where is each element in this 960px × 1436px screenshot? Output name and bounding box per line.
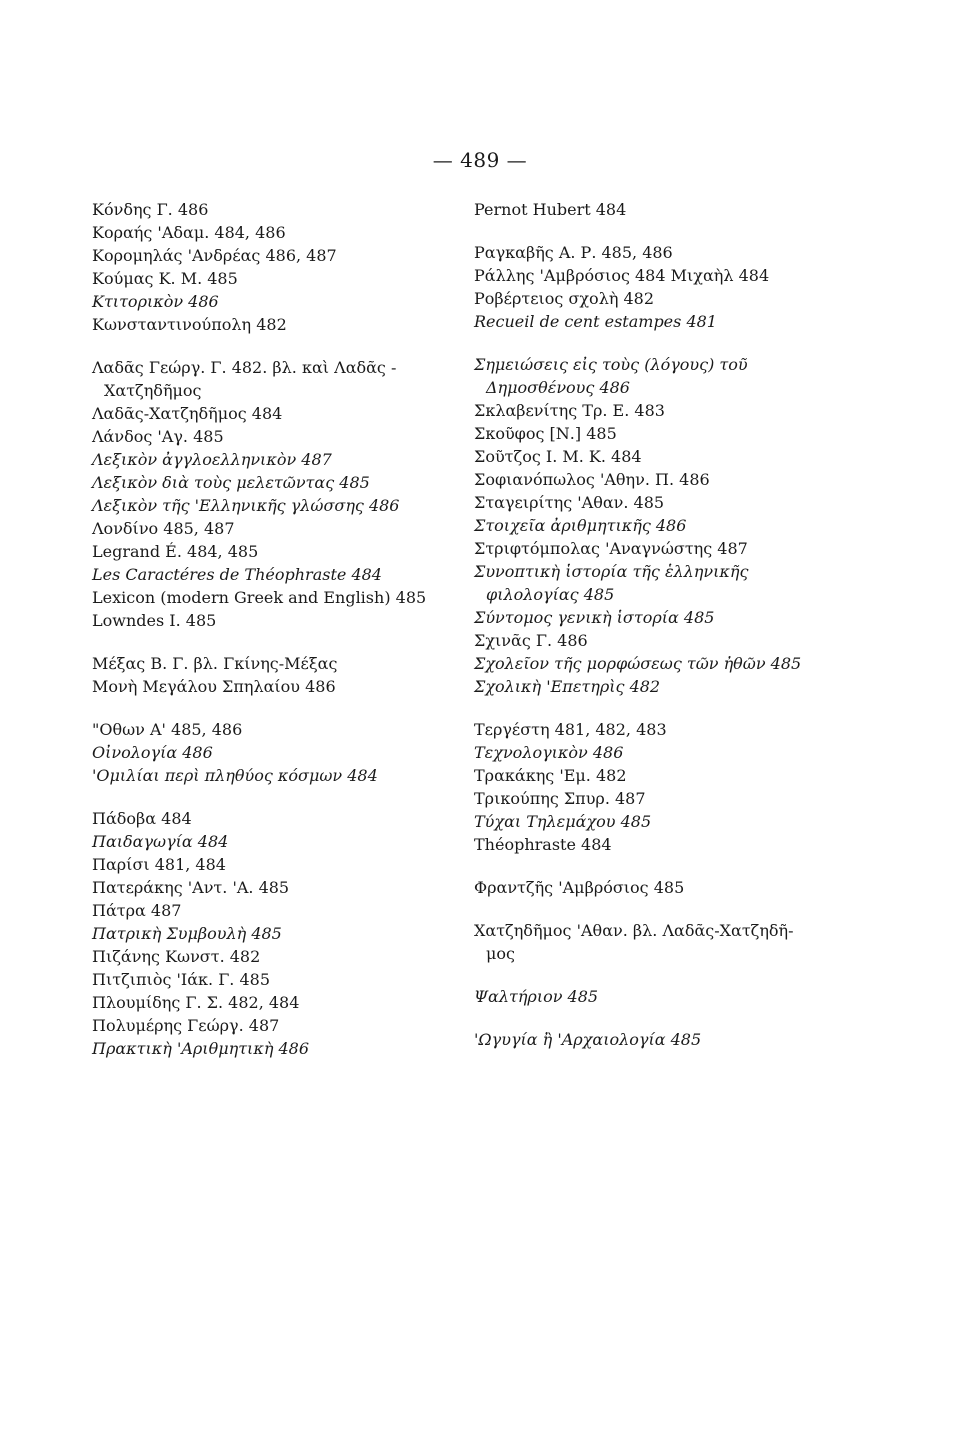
index-entry-text: Σταγειρίτης 'Αθαν. 485 — [474, 493, 665, 512]
index-entry — [92, 540, 472, 563]
index-entry — [474, 287, 874, 310]
index-entry-text: Σύντομος γενικὴ ἱστορία 485 — [474, 608, 715, 627]
index-entry — [92, 356, 472, 402]
index-entry-text: Ψαλτήριον 485 — [474, 987, 599, 1006]
index-entry-text: Τεργέστη 481, 482, 483 — [474, 720, 667, 739]
index-entry — [474, 787, 874, 810]
index-entry-text: Συνοπτικὴ ἱστορία τῆς ἑλληνικῆς — [474, 562, 749, 581]
index-entry — [92, 675, 472, 698]
index-entry — [92, 313, 472, 336]
index-group — [474, 919, 874, 965]
index-entry-text: Recueil de cent estampes 481 — [474, 312, 717, 331]
index-group — [92, 356, 472, 632]
index-entry-text: 'Ωγυγία ἢ 'Αρχαιολογία 485 — [474, 1030, 702, 1049]
index-entry-text: Τύχαι Τηλεμάχου 485 — [474, 812, 652, 831]
index-entry — [474, 652, 874, 675]
index-entry-text: Λεξικὸν διὰ τοὺς μελετῶντας 485 — [92, 473, 370, 492]
index-entry — [474, 876, 874, 899]
index-entry — [474, 718, 874, 741]
index-entry-text: Πατεράκης 'Αντ. 'Α. 485 — [92, 878, 290, 897]
index-entry-text: Legrand É. 484, 485 — [92, 542, 259, 561]
index-entry-text: Τρακάκης 'Εμ. 482 — [474, 766, 627, 785]
index-entry-continuation: Δημοσθένους 486 — [486, 378, 630, 397]
index-entry-text: Λεξικὸν ἀγγλοελληνικὸν 487 — [92, 450, 332, 469]
index-entry-text: Πιτζιπιὸς 'Ιάκ. Γ. 485 — [92, 970, 270, 989]
index-entry-text: Φραντζῆς 'Αμβρόσιος 485 — [474, 878, 685, 897]
index-entry-text: Στοιχεῖα ἀριθμητικῆς 486 — [474, 516, 687, 535]
index-entry-continuation: φιλολογίας 485 — [486, 585, 615, 604]
index-group — [474, 718, 874, 856]
index-entry-text: Τεχνολογικὸν 486 — [474, 743, 624, 762]
index-entry — [474, 606, 874, 629]
index-entry — [92, 1014, 472, 1037]
index-entry — [474, 919, 874, 965]
index-entry — [92, 1037, 472, 1060]
index-entry — [92, 244, 472, 267]
index-entry — [92, 652, 472, 675]
index-entry-text: Πολυμέρης Γεώργ. 487 — [92, 1016, 280, 1035]
index-entry-text: Les Caractéres de Théophraste 484 — [92, 565, 382, 584]
index-entry-text: Πάδοβα 484 — [92, 809, 192, 828]
index-entry — [92, 922, 472, 945]
index-entry-text: Κούμας Κ. Μ. 485 — [92, 269, 238, 288]
index-entry-text: Κωνσταντινούπολη 482 — [92, 315, 287, 334]
index-group — [92, 652, 472, 698]
index-entry-text: Κόνδης Γ. 486 — [92, 200, 209, 219]
index-entry — [474, 833, 874, 856]
index-group — [92, 198, 472, 336]
index-entry — [92, 807, 472, 830]
index-entry — [92, 471, 472, 494]
index-entry — [474, 764, 874, 787]
index-entry — [474, 445, 874, 468]
index-entry-text: Κοραής 'Αδαμ. 484, 486 — [92, 223, 286, 242]
index-group — [474, 1028, 874, 1051]
index-entry — [92, 741, 472, 764]
index-entry-text: Παρίσι 481, 484 — [92, 855, 226, 874]
index-entry — [92, 830, 472, 853]
index-entry — [92, 290, 472, 313]
index-entry — [474, 241, 874, 264]
index-entry-text: Lowndes I. 485 — [92, 611, 217, 630]
index-entry-text: Ροβέρτειος σχολὴ 482 — [474, 289, 655, 308]
index-entry-text: Λάνδος 'Αγ. 485 — [92, 427, 224, 446]
index-entry-text: Μονὴ Μεγάλου Σπηλαίου 486 — [92, 677, 336, 696]
index-entry — [92, 517, 472, 540]
index-entry — [474, 629, 874, 652]
index-entry — [92, 267, 472, 290]
index-entry — [474, 198, 874, 221]
index-entry — [92, 876, 472, 899]
index-entry-text: Σοφιανόπωλος 'Αθην. Π. 486 — [474, 470, 710, 489]
index-group — [92, 718, 472, 787]
index-entry — [92, 718, 472, 741]
index-entry — [474, 741, 874, 764]
index-entry-text: Λαδᾶς-Χατζηδῆμος 484 — [92, 404, 283, 423]
page-number: — 489 — — [432, 148, 528, 172]
index-entry-text: Σημειώσεις εἰς τοὺς (λόγους) τοῦ — [474, 355, 748, 374]
index-entry-text: Κτιτορικὸν 486 — [92, 292, 219, 311]
index-entry-text: Σκλαβενίτης Τρ. Ε. 483 — [474, 401, 665, 420]
index-group — [474, 241, 874, 333]
index-group — [474, 198, 874, 221]
index-entry — [474, 310, 874, 333]
index-entry-text: Théophraste 484 — [474, 835, 612, 854]
index-entry-text: Πάτρα 487 — [92, 901, 182, 920]
index-entry — [474, 353, 874, 399]
index-entry — [92, 853, 472, 876]
index-entry — [92, 221, 472, 244]
index-entry-text: Σχινᾶς Γ. 486 — [474, 631, 588, 650]
index-entry — [474, 537, 874, 560]
index-entry — [92, 402, 472, 425]
index-entry-text: Pernot Hubert 484 — [474, 200, 627, 219]
index-entry-text: Πλουμίδης Γ. Σ. 482, 484 — [92, 993, 300, 1012]
index-entry-text: Σχολεῖον τῆς μορφώσεως τῶν ἠθῶν 485 — [474, 654, 802, 673]
index-entry — [92, 968, 472, 991]
index-entry-text: Κορομηλάς 'Ανδρέας 486, 487 — [92, 246, 337, 265]
index-entry — [92, 899, 472, 922]
index-entry-text: Μέξας Β. Γ. βλ. Γκίνης-Μέξας — [92, 654, 338, 673]
index-entry — [92, 991, 472, 1014]
index-group — [474, 876, 874, 899]
index-entry-continuation: Χατζηδῆμος — [104, 381, 202, 400]
index-entry-text: Ράλλης 'Αμβρόσιος 484 Μιχαὴλ 484 — [474, 266, 770, 285]
index-entry — [474, 810, 874, 833]
index-entry — [92, 494, 472, 517]
index-entry — [474, 468, 874, 491]
index-entry-text: Σοῦτζος Ι. Μ. Κ. 484 — [474, 447, 642, 466]
index-entry — [92, 563, 472, 586]
index-entry-text: Παιδαγωγία 484 — [92, 832, 229, 851]
index-entry — [92, 764, 472, 787]
index-entry-text: Σκοῦφος [Ν.] 485 — [474, 424, 617, 443]
index-entry-text: Λονδίνο 485, 487 — [92, 519, 235, 538]
index-entry-text: 'Ομιλίαι περὶ πληθύος κόσμων 484 — [92, 766, 378, 785]
index-entry-text: Πρακτικὴ 'Αριθμητικὴ 486 — [92, 1039, 310, 1058]
index-entry-text: Στριφτόμπολας 'Αναγνώστης 487 — [474, 539, 748, 558]
index-entry-text: Ραγκαβῆς Α. Ρ. 485, 486 — [474, 243, 673, 262]
index-entry — [92, 586, 472, 609]
index-entry-text: Τρικούπης Σπυρ. 487 — [474, 789, 646, 808]
index-entry-text: Οἰνολογία 486 — [92, 743, 213, 762]
index-entry — [474, 422, 874, 445]
index-group — [474, 985, 874, 1008]
index-entry — [474, 985, 874, 1008]
index-entry — [474, 560, 874, 606]
index-entry-continuation: μος — [486, 944, 515, 963]
index-entry-text: Lexicon (modern Greek and English) 485 — [92, 588, 427, 607]
index-entry-text: Λεξικὸν τῆς 'Ελληνικῆς γλώσσης 486 — [92, 496, 400, 515]
index-entry-text: "Οθων Α' 485, 486 — [92, 720, 243, 739]
index-entry — [474, 514, 874, 537]
index-column-right — [474, 198, 874, 1071]
index-entry-text: Λαδᾶς Γεώργ. Γ. 482. βλ. καὶ Λαδᾶς - — [92, 358, 397, 377]
index-entry — [92, 609, 472, 632]
index-column-left — [92, 198, 472, 1080]
index-entry — [474, 399, 874, 422]
index-group — [474, 353, 874, 698]
index-group — [92, 807, 472, 1060]
index-entry — [474, 675, 874, 698]
index-entry-text: Σχολικὴ 'Επετηρὶς 482 — [474, 677, 661, 696]
index-entry — [92, 945, 472, 968]
index-entry — [92, 425, 472, 448]
index-entry — [474, 1028, 874, 1051]
index-entry — [474, 264, 874, 287]
index-entry-text: Πιζάνης Κωνστ. 482 — [92, 947, 261, 966]
index-entry — [92, 448, 472, 471]
index-entry-text: Πατρικὴ Συμβουλὴ 485 — [92, 924, 282, 943]
index-entry-text: Χατζηδῆμος 'Αθαν. βλ. Λαδᾶς-Χατζηδῆ- — [474, 921, 794, 940]
index-entry — [474, 491, 874, 514]
index-entry — [92, 198, 472, 221]
